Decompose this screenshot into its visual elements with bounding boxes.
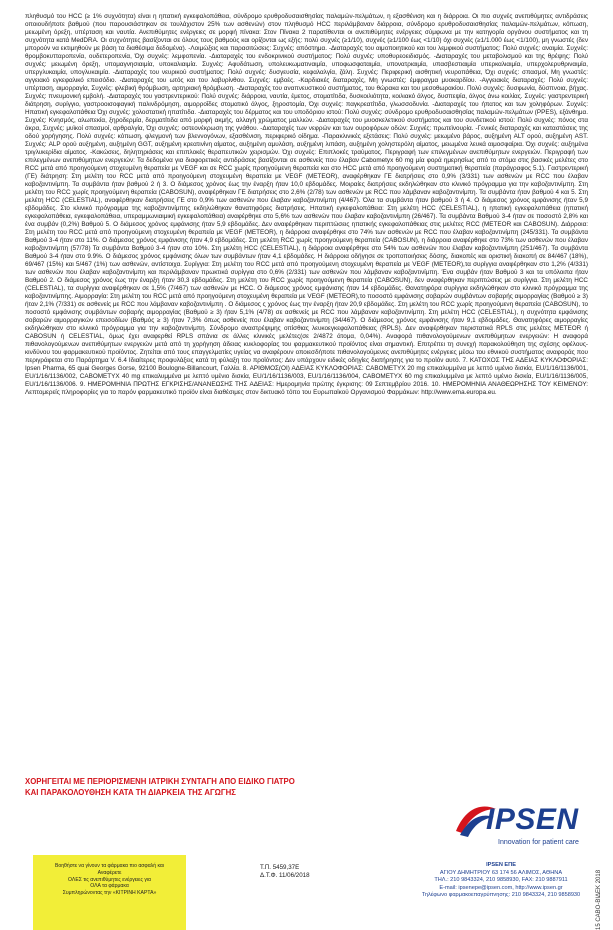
company-address: [415, 862, 587, 900]
document-reference: [260, 864, 310, 880]
yellow-card-line-2: Αναφέρετε: [97, 869, 122, 876]
ipsen-logo: [452, 801, 588, 857]
side-code: 15 CABO-ΒΙΔΕΚ 2018: [596, 869, 602, 930]
prescription-notice: [25, 776, 445, 798]
notice-line-2: ΚΑΙ ΠΑΡΑΚΟΛΟΥΘΗΣΗ ΚΑΤΑ ΤΗ ΔΙΑΡΚΕΙΑ ΤΗΣ ΑΓΩΓΗΣ: [25, 788, 236, 797]
address-street: ΑΓΙΟΥ ΔΗΜΗΤΡΙΟΥ 63 174 56 ΑΛΙΜΟΣ, ΑΘΗΝΑ: [439, 869, 563, 876]
logo-brand: IPSEN: [486, 803, 579, 836]
yellow-card-line-4: ΟΛΑ τα φάρμακα: [90, 883, 129, 890]
address-info: Τηλέφωνο φαρμακοεπαγρύπνησης: 210 9843324, 210 9858930: [421, 892, 581, 899]
yellow-card-line-1: Βοηθήστε να γίνουν τα φάρμακα πιο ασφαλή και: [54, 863, 165, 869]
address-phone: ΤΗΛ.: 210 9843324, 210 9858930, FAX: 210 9887911: [434, 877, 568, 884]
logo-tagline: Innovation for patient care: [498, 839, 579, 846]
address-company: IPSEN ΕΠΕ: [486, 862, 516, 868]
doc-ref-tp: Τ.Π. 5459,37Ε: [260, 864, 300, 871]
doc-ref-date: Δ.Τ.Φ. 11/06/2018: [260, 872, 310, 879]
address-email: E-mail: ipsenepe@ipsen.com, http://www.ipsen.gr: [439, 884, 563, 891]
yellow-card-box: [33, 855, 186, 930]
smpc-body-text: πληθυσμό του HCC (≥ 1% συχνότητα) είναι η ηπατική εγκεφαλοπάθεια, σύνδρομο ερυθροδυσαισθησίας παλαμών-πελμάτων, η εξασθένιση και η διάρροια. Οι πιο συχνές ανεπιθύμητες αντιδράσεις οποιουδήποτε βαθμού (που παρουσιάστηκαν σε τουλάχιστον 25% των ασθενών) στον πληθυσμό HCC περιλάμβαναν διάρροια, σύνδρομο ερυθροδυσαισθησίας παλαμών-πελμάτων, κόπωση, μειωμένη όρεξη, υπέρταση και ναυτία. Ανεπιθύμητες ενέργειες σε μορφή πίνακα: Στον Πίνακα 2 παρατίθενται οι ανεπιθύμητες ενέργειες σύμφωνα με την κατηγορία οργάνου συστήματος και τη συχνότητα κατά MedDRA. Οι συχνότητες βασίζονται σε όλους τους βαθμούς και ορίζονται ως εξής: πολύ συχνές (≥1/10), συχνές (≥1/100 έως <1/10) όχι συχνές (≥1/1.000 έως <1/100), μη γνωστές (δεν μπορούν να εκτιμηθούν με βάση τα διαθέσιμα δεδομένα). -Λοιμώξεις και παρασιτώσεις: Συχνές: απόστημα. -Διαταραχές του αιμοποιητικού και του λεμφικού συστήματος: Πολύ συχνές: αναιμία. Συχνές: θρομβοκυτταροπενία, ουδετεροπενία, Όχι συχνές: λεμφοπενία. -Διαταραχές του ενδοκρινικού συστήματος: Πολύ συχνές: υποθυρεοειδισμός. -Διαταραχές του μεταβολισμού και της θρέψης: Πολύ συχνές: μειωμένη όρεξη, υπομαγνησιαιμία, υποκαλιαιμία. Συχνές: Αφυδάτωση, υπολευκωματιναιμία, υποφωσφαταιμία, υπονατριαιμία, υπασβεστιαιμία υπερκαλιαιμία, υπερχολερυθριναιμία, υπεργλυκαιμία, υπογλυκαιμία. -Διαταραχές του νευρικού συστήματος: Πολύ συχνές: δυσγευσία, κεφαλαλγία, ζάλη. Συχνές: Περιφερική αισθητική νευροπάθεια, Όχι συχνές: σπασμοί, Μη γνωστές: αγγειακό εγκεφαλικό επεισόδιο. -Διαταραχές του ωτός και του λαβυρίνθου. Συχνές: εμβοές. -Καρδιακές διαταραχές, Μη γνωστές: έμφραγμα μυοκαρδίου. -Αγγειακές διαταραχές: Πολύ συχνές: υπέρταση, αιμορραγία, Συχνές: φλεβική θρόμβωση, αρτηριακή θρόμβωση. -Διαταραχές του αναπνευστικού συστήματος, του θώρακα και του μεσοθωρακίου. Πολύ συχνές: δυσφωνία, δύσπνοια, βήχας. Συχνές: πνευμονική εμβολή. -Διαταραχές του γαστρεντερικού: Πολύ συχνές: διάρροια, ναυτία, έμετος, στοματίτιδα, δυσκοιλιότητα, κοιλιακό άλγος, δυσπεψία, άλγος άνω κοιλίας. Συχνές: γαστρεντερική διάτρηση, συρίγγιο, γαστροοισοφαγική παλινδρόμηση, αιμορροΐδες στοματικό άλγος, ξηροστομία, Όχι συχνές: παγκρεατίτιδα, γλωσσοδυνία. -Διαταραχές του ήπατος και των χοληφόρων. Συχνές: Ηπατική εγκεφαλοπάθεια Όχι συχνές: χολοστατική ηπατίτιδα. -Διαταραχές του δέρματος και του υποδόριου ιστού: Πολύ συχνές: σύνδρομο ερυθροδυσαισθησίας παλαμών-πελμάτων (PPES), εξάνθημα. Συχνές: Κνησμός, αλωπεκία, ξηροδερμία, δερματίτιδα από μορφή ακμής, αλλαγή χρώματος μαλλιών. -Διαταραχές του μυοσκελετικού συστήματος και του συνδετικού ιστού: Πολύ συχνές: πόνος στα άκρα, Συχνές: μυϊκοί σπασμοί, αρθραλγία, Όχι συχνές: οστεονέκρωση της γνάθου. -Διαταραχές των νεφρών και των ουροφόρων οδών: Συχνές: πρωτεϊνουρία. -Γενικές διαταραχές και καταστάσεις της οδού χορήγησης. Πολύ συχνές: κόπωση, φλεγμονή των βλεννογόνων, εξασθένιση, περιφερικό οίδημα. -Παρακλινικές εξετάσεις: Πολύ συχνές: μειωμένο βάρος, αυξημένη ALT ορού, αυξημένη AST. Συχνές: ALP ορού αυξημένη, αυξημένη GGT, αυξημένη κρεατινίνη αίματος, αυξημένη αμυλάση, αυξημένη λιπάση, αυξημένη χοληστερόλη αίματος, μειωμένα λευκά αιμοσφαίρια. Όχι συχνές: αυξημένα τριγλυκερίδια αίματος. -Κακώσεις, δηλητηριάσεις και επιπλοκές θεραπευτικών χειρισμών. Όχι συχνές: Επιπλοκές τραύματος. Περιγραφή των επιλεγμένων ανεπιθύμητων ενεργειών. Περιγραφή των επιλεγμένων ανεπιθύμητων ενεργειών: Τα δεδομένα για διαφορετικές αντιδράσεις βασίζονται σε ασθενείς που έλαβαν Cabometyx 60 mg μία φορά ημερησίως από το στόμα στις βασικές μελέτες στο RCC μετά από προηγούμενη στοχευμένη θεραπεία με VEGF και σε RCC χωρίς προηγούμενη θεραπεία και στο HCC μετά από προηγούμενη συστηματική θεραπεία (παράγραφος 5.1). Γαστρεντερική (ΓΕ) διάτρηση: Στη μελέτη του RCC μετά από προηγούμενη στοχευμένη θεραπεία με VEGF (METEOR), αναφέρθηκαν ΓΕ διατρήσεις στο 0,9% (3/331) των ασθενών με RCC που έλαβαν καβοζαντινίμπη. Τα συμβάντα ήταν βαθμού 2 ή 3. Ο διάμεσος χρόνος έως την έναρξη ήταν 10,0 εβδομάδες. Μοιραίες διατρήσεις εκδηλώθηκαν στο κλινικό πρόγραμμα για την καβοζαντινίμπη. Στη μελέτη του RCC χωρίς προηγούμενη θεραπεία (CABOSUN), αναφέρθηκαν ΓΕ διατρήσεις στο 2,6% (2/78) των ασθενών με RCC που λάμβαναν καβοζαντινίμπη. Τα συμβάντα ήταν βαθμού 4 και 5. Στη μελέτη HCC (CELESTIAL), αναφέρθηκαν διατρήσεις ΓΕ στο 0,9% των ασθενών που έλαβαν καβοζαντινίμπη (4/467). Όλα τα συμβάντα ήταν βαθμού 3 ή 4. Ο διάμεσος χρόνος εμφάνισης ήταν 5,9 εβδομάδες. Στο κλινικό πρόγραμμα της καβοζαντινίμπης εκδηλώθηκαν θανατηφόρες διατρήσεις. Ηπατική εγκεφαλοπάθεια: Στη μελέτη HCC (CELESTIAL), η ηπατική εγκεφαλοπάθεια (ηπατική εγκεφαλοπάθεια, εγκεφαλοπάθεια, υπεραμμωνιαιμική εγκεφαλοπάθεια) αναφέρθηκε στο 5,6% των ασθενών που έλαβαν καβοζαντινίμπη (26/467). Τα συμβάντα Βαθμού 3-4 ήταν σε ποσοστό 2,8% και ένα συμβάν (0,2%) Βαθμού 5. Ο διάμεσος χρόνος εμφάνισης ήταν 5,9 εβδομάδες. Δεν αναφέρθηκαν περιπτώσεις ηπατικής εγκεφαλοπάθειας στις μελέτες RCC (METEOR και CABOSUN). Διάρροια: Στη μελέτη του RCC μετά από προηγούμενη στοχευμένη θεραπεία με VEGF (METEOR), η διάρροια αναφέρθηκε στο 74% των ασθενών με RCC που έλαβαν καβοζαντινίμπη (245/331). Τα συμβάντα Βαθμού 3-4 ήταν στο 11%. Ο διάμεσος χρόνος εμφάνισης ήταν 4,9 εβδομάδες. Στη μελέτη RCC χωρίς προηγούμενη θεραπεία (CABOSUN), η διάρροια αναφέρθηκε στο 73% των ασθενών που έλαβαν καβοζαντινίμπη (57/78) Τα συμβάντα Βαθμού 3-4 ήταν στο 10%. Στη μελέτη HCC (CELESTIAL), η διάρροια αναφέρθηκε στο 54% των ασθενών που έλαβαν καβοζαντινίμπη (251/467). Τα συμβάντα Βαθμού 3-4 ήταν στο 9.9%. Ο διάμεσος χρόνος εμφάνισης όλων των συμβάντων ήταν 4,1 εβδομάδες. Η διάρροια οδήγησε σε τροποποιήσεις δόσης, διακοπές και οριστική διακοπή σε 84/467 (18%), 69/467 (15%) και 5/467 (1%) των ασθενών, αντίστοιχα. Συρίγγια: Στη μελέτη του RCC μετά από προηγούμενη στοχευμένη θεραπεία με VEGF (METEOR),τα συρίγγια αναφέρθηκαν στο 1,2% (4/331) των ασθενών που έλαβαν καβοζαντινίμπη και περιλάμβαναν πρωκτικά συρίγγια στο 0,6% (2/331) των ασθενών που λάμβαναν καβοζαντινίμπη. Ένα συμβάν ήταν Βαθμού 3 και τα υπόλοιπα ήταν Βαθμού 2. Ο διάμεσος χρόνος έως την έναρξη ήταν 30,3 εβδομάδες. Στη μελέτη του RCC χωρίς προηγούμενη θεραπεία (CABOSUN), δεν αναφέρθηκαν περιπτώσεις με συρίγγια. Στη μελέτη HCC (CELESTIAL), τα συρίγγια αναφέρθηκαν σε 1,5% (7/467) των ασθενών με HCC. Ο διάμεσος χρόνος εμφάνισης ήταν 14 εβδομάδες. Θανατηφόρα συρίγγια εκδηλώθηκαν στο κλινικό πρόγραμμα της καβοζαντινίμπης. Αιμορραγία: Στη μελέτη του RCC μετά από προηγούμενη στοχευμένη θεραπεία με VEGF (METEOR),το ποσοστό εμφάνισης σοβαρών συμβάντων σοβαρής αιμορραγίας (Βαθμού ≥ 3) ήταν 2,1% (7/331) σε ασθενείς με RCC που λάμβαναν καβοζαντινίμπη . Ο διάμεσος ς χρόνος έως την έναρξη ήταν 20,9 εβδομάδες. Στη μελέτη του RCC χωρίς προηγούμενη θεραπεία (CABOSUN), το ποσοστό εμφάνισης συμβάντων σοβαρής αιμορραγίας (Βαθμού ≥ 3) ήταν 5,1% (4/78) σε ασθενείς με RCC που λάμβαναν καβοζαντινίμπη. Στη μελέτη HCC (CELESTIAL), η συχνότητα εμφάνισης σοβαρών αιμορραγικών επεισοδίων (Βαθμός ≥ 3) ήταν 7,3% όπως ασθενείς που έλαβαν καβοζαντινίμπη (34/467). Ο διάμεσος χρόνος εμφάνισης ήταν 9,1 εβδομάδες. Θανατηφόρες αιμορραγίες εκδηλώθηκαν στο κλινικό πρόγραμμα για την καβοζαντινίμπη. Σύνδρομο αναστρέψιμης οπίσθιας λευκοεγκεφαλοπάθειας (RPLS). Δεν αναφέρθηκαν περιστατικά RPLS στις μελέτες METEOR ή CABOSUN ή CELESTIAL, όμως έχει αναφερθεί RPLS σπάνια σε άλλες κλινικές μελέτες(σε 2/4872 άτομα, 0,04%). Αναφορά πιθανολογούμενων ανεπιθύμητων ενεργειών: Η αναφορά πιθανολογούμενων ανεπιθύμητων ενεργειών μετά από τη χορήγηση άδειας κυκλοφορίας του φαρμακευτικού προϊόντος είναι σημαντική. Επιτρέπει τη συνεχή παρακολούθηση της σχέσης οφέλους-κινδύνου του φαρμακευτικού προϊόντος. Ζητείται από τους επαγγελματίες υγείας να αναφέρουν οποιεσδήποτε πιθανολογούμενες ανεπιθύμητες ενέργειες μέσω του εθνικού συστήματος αναφοράς που περιγράφεται στο Παράρτημα V. 6.4 Ιδιαίτερες προφυλάξεις κατά τη φύλαξη του προϊόντος: Δεν υπάρχουν ειδικές οδηγίες διατήρησης για το προϊόν αυτό. 7. ΚΑΤΟΧΟΣ ΤΗΣ ΑΔΕΙΑΣ ΚΥΚΛΟΦΟΡΙΑΣ: Ipsen Pharma, 65 quai Georges Gorse, 92100 Boulogne-Billancourt, Γαλλία. 8. ΑΡΙΘΜΟΣ(ΟΙ) ΑΔΕΙΑΣ ΚΥΚΛΟΦΟΡΙΑΣ: CABOMETYX 20 mg επικαλυμμένα με λεπτό υμένιο δισκία, EU/1/16/1136/001, EU/1/16/1136/002, CABOMETYX 40 mg επικαλυμμένα με λεπτό υμένιο δισκία, EU/1/16/1136/003, EU/1/16/1136/004, CABOMETYX 60 mg επικαλυμμένα με λεπτό υμένιο δισκία, EU/1/16/1136/005, EU/1/16/1136/006. 9. ΗΜΕΡΟΜΗΝΙΑ ΠΡΩΤΗΣ ΕΓΚΡΙΣΗΣ/ΑΝΑΝΕΩΣΗΣ ΤΗΣ ΑΔΕΙΑΣ: Ημερομηνία πρώτης έγκρισης: 09 Σεπτεμβρίου 2016. 10. ΗΜΕΡΟΜΗΝΙΑ ΑΝΑΘΕΩΡΗΣΗΣ ΤΟΥ ΚΕΙΜΕΝΟΥ: Λεπτομερείς πληροφορίες για το παρόν φαρμακευτικό προϊόν είναι διαθέσιμες στον δικτυακό τόπο του Ευρωπαϊκού Οργανισμού Φαρμάκων: http://www.ema.europa.eu.: [25, 13, 588, 396]
notice-line-1: ΧΟΡΗΓΕΙΤΑΙ ΜΕ ΠΕΡΙΟΡΙΣΜΕΝΗ ΙΑΤΡΙΚΗ ΣΥΝΤΑΓΗ ΑΠΟ ΕΙΔΙΚΟ ΓΙΑΤΡΟ: [25, 777, 295, 786]
yellow-card-line-3: ΟΛΕΣ τις ανεπιθύμητες ενέργειες για: [68, 876, 151, 883]
yellow-card-line-5: Συμπληρώνοντας την «ΚΙΤΡΙΝΗ ΚΑΡΤΑ»: [62, 890, 157, 897]
